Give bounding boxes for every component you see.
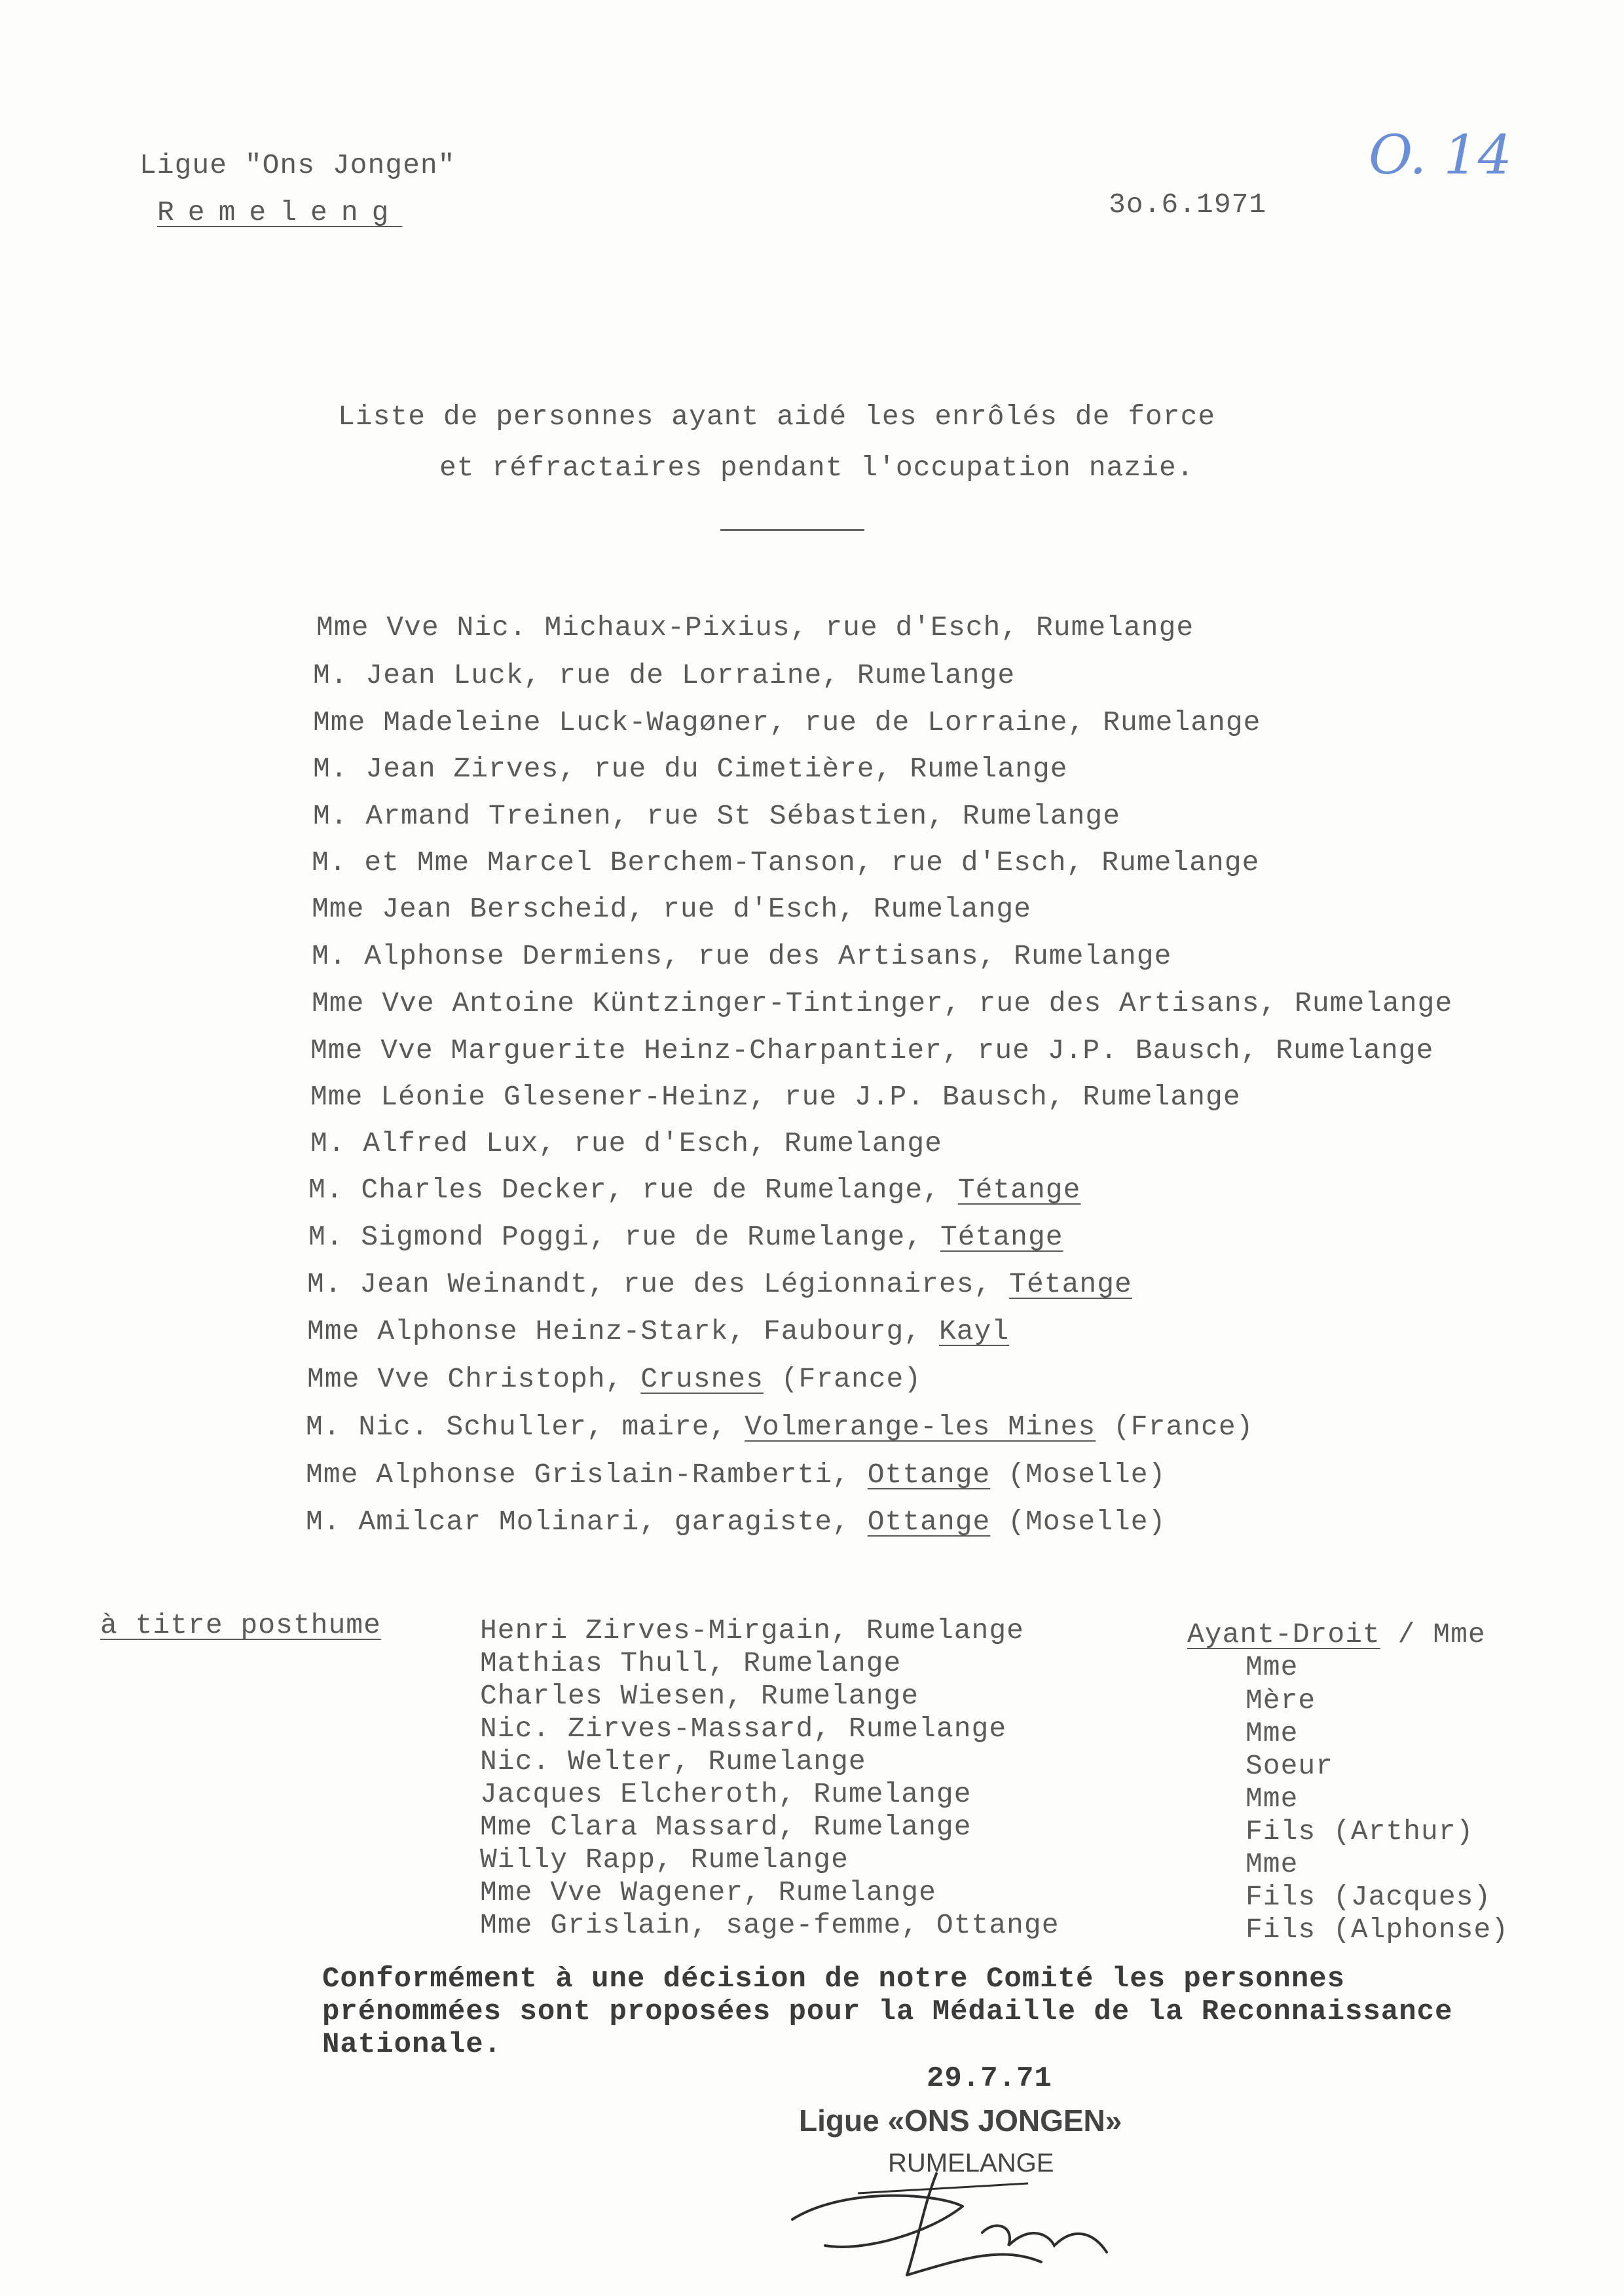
stamp-line-2: RUMELANGE [888, 2149, 1054, 2178]
posthumous-name: Nic. Welter, Rumelange [480, 1745, 866, 1777]
person-entry [312, 893, 1031, 925]
person-text: M. Nic. Schuller, maire, [306, 1411, 745, 1443]
posthumous-name: Mme Grislain, sage-femme, Ottange [480, 1909, 1060, 1941]
person-entry [307, 1363, 921, 1395]
person-place: Ottange [867, 1459, 991, 1491]
posthumous-name: Jacques Elcheroth, Rumelange [480, 1778, 972, 1810]
person-text: M. Charles Decker, rue de Rumelange, [308, 1174, 958, 1206]
person-entry [308, 1174, 1080, 1206]
person-text: Mme Alphonse Heinz-Stark, Faubourg, [307, 1315, 939, 1347]
conclusion-line-2: prénommées sont proposées pour la Médaille de la Reconnaissance [322, 1995, 1453, 2028]
person-text: M. Jean Zirves, rue du Cimetière, Rumelange [313, 753, 1068, 785]
person-entry [312, 987, 1452, 1019]
heir-column-title: Ayant-Droit [1187, 1618, 1380, 1650]
person-text: M. Amilcar Molinari, garagiste, [306, 1506, 868, 1538]
person-entry [313, 659, 1015, 691]
signature-scribble [766, 2147, 1133, 2285]
posthumous-heir: Mère [1246, 1685, 1316, 1717]
person-entry [307, 1315, 1009, 1347]
person-entry [306, 1506, 1166, 1538]
person-entry [306, 1411, 1253, 1443]
posthumous-heir: Mme [1246, 1783, 1299, 1815]
posthumous-name: Mme Vve Wagener, Rumelange [480, 1876, 936, 1908]
person-entry [310, 1127, 942, 1159]
person-place: Ottange [867, 1506, 991, 1538]
person-text: Mme Vve Antoine Küntzinger-Tintinger, rue des Artisans, Rumelange [312, 987, 1453, 1019]
person-text: M. Jean Luck, rue de Lorraine, Rumelange [313, 659, 1016, 691]
person-place: Tétange [940, 1221, 1063, 1253]
title-line-1: Liste de personnes ayant aidé les enrôlés de force [338, 401, 1216, 433]
person-entry [312, 940, 1172, 972]
posthumous-name: Nic. Zirves-Massard, Rumelange [480, 1713, 1007, 1745]
org-name: Ligue "Ons Jongen" [139, 149, 456, 181]
posthumous-heir: Fils (Alphonse) [1246, 1914, 1509, 1946]
person-entry [312, 847, 1259, 879]
person-text: M. et Mme Marcel Berchem-Tanson, rue d'Esch, Rumelange [312, 847, 1260, 879]
person-entry [310, 1081, 1241, 1113]
person-place: Crusnes [640, 1363, 764, 1395]
person-text: Mme Madeleine Luck-Wagøner, rue de Lorraine, Rumelange [313, 706, 1261, 738]
person-entry [306, 1459, 1166, 1491]
person-entry [313, 800, 1120, 832]
heir-column-header [1187, 1618, 1486, 1650]
posthumous-name: Mme Clara Massard, Rumelange [480, 1811, 972, 1843]
person-place: Volmerange-les Mines [745, 1411, 1096, 1443]
posthumous-heir: Mme [1246, 1651, 1299, 1683]
conclusion-line-1: Conformément à une décision de notre Comité les personnes [322, 1963, 1346, 1995]
person-country: (France) [1096, 1411, 1254, 1443]
person-text: Mme Vve Christoph, [307, 1363, 641, 1395]
person-entry [307, 1268, 1132, 1300]
person-entry [316, 611, 1194, 644]
letter-date: 3o.6.1971 [1109, 189, 1267, 221]
person-place: Tétange [957, 1174, 1081, 1206]
heir-column-suffix: / Mme [1380, 1618, 1486, 1650]
posthumous-heir: Mme [1246, 1717, 1299, 1749]
person-entry [310, 1034, 1433, 1066]
org-place: Remeleng [157, 196, 403, 228]
person-text: M. Jean Weinandt, rue des Légionnaires, [307, 1268, 1010, 1300]
posthumous-name: Mathias Thull, Rumelange [480, 1647, 902, 1679]
person-place: Kayl [938, 1315, 1010, 1347]
posthumous-label: à titre posthume [100, 1609, 381, 1641]
person-text: M. Armand Treinen, rue St Sébastien, Rumelange [313, 800, 1120, 832]
person-entry [313, 753, 1068, 785]
handwritten-reference: O. 14 [1369, 124, 1512, 187]
person-text: Mme Jean Berscheid, rue d'Esch, Rumelange [312, 893, 1031, 925]
posthumous-name: Willy Rapp, Rumelange [480, 1844, 849, 1876]
posthumous-name: Charles Wiesen, Rumelange [480, 1680, 919, 1712]
conclusion-line-3: Nationale. [322, 2028, 502, 2061]
title-line-2: et réfractaires pendant l'occupation nazie. [439, 452, 1194, 484]
person-text: M. Alphonse Dermiens, rue des Artisans, Rumelange [312, 940, 1172, 972]
person-country: (Moselle) [990, 1506, 1166, 1538]
person-entry [313, 706, 1261, 738]
person-text: M. Sigmond Poggi, rue de Rumelange, [308, 1221, 940, 1253]
person-text: Mme Alphonse Grislain-Ramberti, [306, 1459, 868, 1491]
person-entry [308, 1221, 1063, 1253]
posthumous-heir: Fils (Arthur) [1246, 1815, 1474, 1848]
person-country: (Moselle) [990, 1459, 1166, 1491]
posthumous-name: Henri Zirves-Mirgain, Rumelange [480, 1614, 1024, 1647]
person-text: Mme Vve Nic. Michaux-Pixius, rue d'Esch, Rumelange [316, 611, 1194, 644]
person-place: Tétange [1009, 1268, 1132, 1300]
person-text: M. Alfred Lux, rue d'Esch, Rumelange [310, 1127, 942, 1159]
person-text: Mme Léonie Glesener-Heinz, rue J.P. Bausch, Rumelange [310, 1081, 1241, 1113]
person-country: (France) [763, 1363, 922, 1395]
posthumous-heir: Fils (Jacques) [1246, 1881, 1492, 1913]
posthumous-heir: Soeur [1246, 1750, 1334, 1782]
posthumous-heir: Mme [1246, 1848, 1299, 1880]
stamp-line-1: Ligue «ONS JONGEN» [799, 2104, 1122, 2138]
title-divider [720, 529, 864, 531]
person-text: Mme Vve Marguerite Heinz-Charpantier, rue J.P. Bausch, Rumelange [310, 1034, 1434, 1066]
signature-date: 29.7.71 [927, 2062, 1052, 2095]
